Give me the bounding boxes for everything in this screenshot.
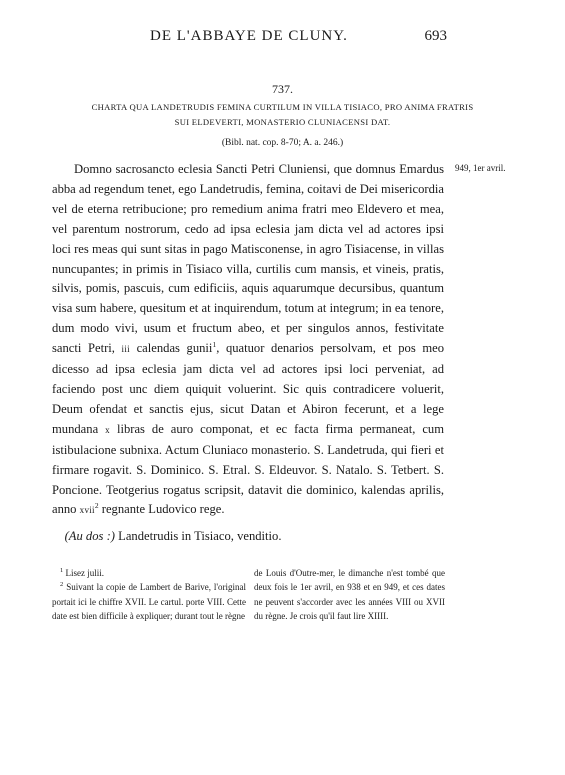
charter-title xyxy=(55,100,510,130)
charter-title-line-2: SUI ELDEVERTI, MONASTERIO CLUNIACENSI DAT. xyxy=(174,117,391,127)
roman-numeral: iii xyxy=(121,344,130,355)
dorsal-text: Landetrudis in Tisiaco, venditio. xyxy=(118,529,282,543)
running-title: DE L'ABBAYE DE CLUNY. xyxy=(150,28,348,44)
charter-number: 737. xyxy=(272,82,293,96)
dorsal-label: (Au dos :) xyxy=(64,529,115,543)
body-text-part-1: Domno sacrosancto eclesia Sancti Petri Cluniensi, que domnus Emardus abba ad regendum tenet, ego Landetrudis, femina, coitavi de Dei misericordia vel de eterna retribucione; pro remedium anima fratri meo Eldevero et mea, vel parentum nostrorum, cedo ad ipsa eclesia jam dicta vel ad actores ipsi loci res meas qui sunt sitas in pago Matisconense, in agro Tisiacense, in villas nuncupantes; in primis in Tisiaco villa, curtilis cum mansis, et vineis, pratis, silvis, pomis, pascuis, cum edificiis, aquis aquarumque decursibus, quantum visa sum habere, quesitum et at inquirendum, totum at integrum; in ea tenore, dum modo vivi, usum et fructum abeo, et per singulos annos, festivitate sancti Petri, xyxy=(52,162,445,356)
charter-paragraph xyxy=(52,160,444,521)
body-text-part-2: calendas gunii xyxy=(136,341,213,356)
roman-numeral: xvii xyxy=(79,505,95,516)
body-text-part-3: , quatuor denarios persolvam, et pos meo dicesso ad ipsa eclesia jam dicta vel ad actores ipsi loci perveniat, ad faciendo post unc diem quiquit voluerint. Sic quis contradicere voluerit, Deum ofendat et sanctis ejus, sicut Datan et Abiron fecerunt, et a lege mundana xyxy=(52,341,445,436)
margin-date: 949, 1er avril. xyxy=(455,163,506,173)
page-number: 693 xyxy=(424,28,447,44)
footnote-number: 1 xyxy=(60,567,64,574)
footnote-ref-2: 2 xyxy=(94,501,99,511)
body-text-part-5: regnante Ludovico rege. xyxy=(101,502,225,517)
footnote-2-continuation: de Louis d'Outre-mer, le dimanche n'est tombé que deux fois le 1er avril, en 938 et en 949, et ces dates ne peuvent s'accorder avec les années VIII ou XVII du règne. Je crois qu'il faut lire XIIII. xyxy=(254,568,445,621)
footnotes-left-column xyxy=(52,566,246,623)
footnote-text: Lisez julii. xyxy=(65,568,104,578)
footnote-1 xyxy=(52,566,246,580)
charter-title-line-1: CHARTA QUA LANDETRUDIS FEMINA CURTILUM IN VILLA TISIACO, PRO ANIMA FRATRIS xyxy=(91,102,474,112)
source-reference: (Bibl. nat. cop. 8-70; A. a. 246.) xyxy=(221,138,344,148)
dorsal-note xyxy=(52,529,444,544)
body-text-part-4: libras de auro componat, et ec facta firma permaneat, cum istibulacione subnixa. Actum Cluniaco monasterio. S. Landetruda, qui fieri et firmare rogavit. S. Dominico. S. Etral. S. Eldeuvor. S. Natalo. S. Tetbert. S. Poncione. Teotgerius rogatus scripsit, datavit die dominico, kalendas aprilis, anno xyxy=(52,421,445,517)
running-head xyxy=(0,28,565,54)
footnote-number: 2 xyxy=(60,581,64,589)
footnote-text: Suivant la copie de Lambert de Barive, l'original portait ici le chiffre XVII. Le cartul. porte VIII. Cette date est bien difficile à expliquer; durant tout le règne xyxy=(52,582,246,621)
footnote-2 xyxy=(52,580,246,623)
footnotes-right-column xyxy=(254,566,445,623)
footnote-ref-1: 1 xyxy=(212,339,217,349)
roman-numeral: x xyxy=(105,424,110,435)
charter-body xyxy=(52,160,444,521)
